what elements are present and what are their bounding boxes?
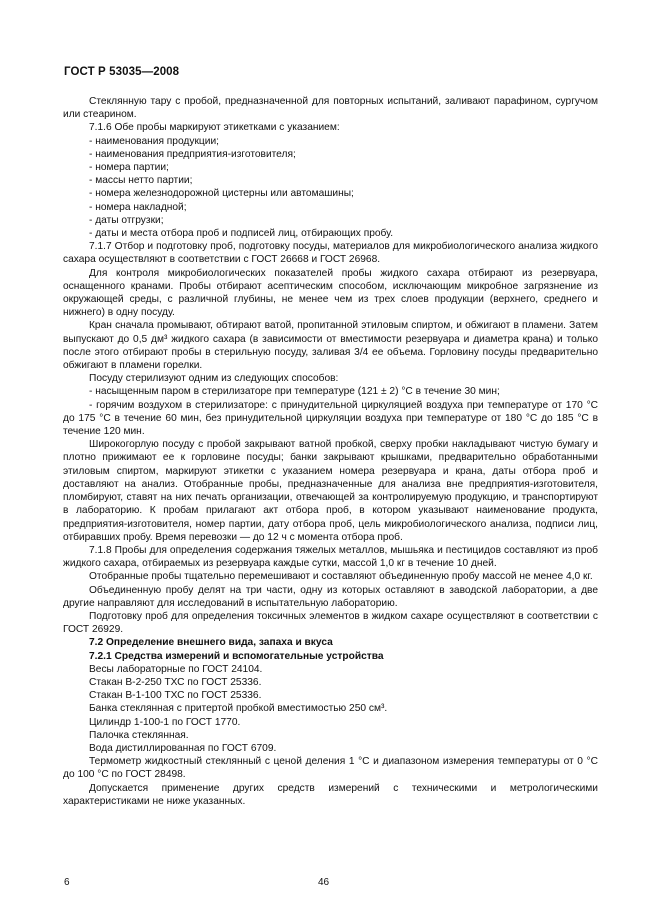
page-number-left: 6	[64, 877, 70, 888]
paragraph: 7.1.6 Обе пробы маркируют этикетками с указанием:	[89, 122, 340, 134]
list-item: - номера железнодорожной цистерны или автомашины;	[89, 188, 354, 200]
list-item: - насыщенным паром в стерилизаторе при температуре (121 ± 2) °С в течение 30 мин;	[89, 386, 500, 398]
list-item: - номера накладной;	[89, 201, 187, 213]
section-heading: 7.2.1 Средства измерений и вспомогательные устройства	[89, 650, 384, 662]
paragraph: Термометр жидкостный стеклянный с ценой деления 1 °С и диапазоном измерения температуры от 0 °С до 100 °С по ГОСТ 28498.	[63, 756, 598, 781]
paragraph: 7.1.8 Пробы для определения содержания тяжелых металлов, мышьяка и пестицидов составляют из проб жидкого сахара, отбираемых из резервуара каждые сутки, массой 1,0 кг в течение 10 дней.	[63, 544, 598, 570]
paragraph: Палочка стеклянная.	[89, 729, 189, 741]
paragraph: Стакан В-1-100 ТХС по ГОСТ 25336.	[89, 690, 262, 702]
paragraph: Вода дистиллированная по ГОСТ 6709.	[89, 742, 277, 754]
paragraph: Весы лабораторные по ГОСТ 24104.	[89, 663, 263, 675]
list-item: - номера партии;	[89, 162, 169, 174]
paragraph: Объединенную пробу делят на три части, одну из которых оставляют в заводской лаборатории, а две другие направляют для исследований в испытательную лабораторию.	[63, 584, 598, 609]
page-number-center: 46	[318, 877, 330, 888]
paragraph: Широкогорлую посуду с пробой закрывают ватной пробкой, сверху пробки накладывают чистую бумагу и плотно прижимают ее к горловине посуды; банки закрывают крышками, предварительно обработанными этиловым спиртом, маркируют этикетки с указанием номера резервуара и крана, даты отбора проб и доставляют на анализ. Отобранные пробы, предназначенные для анализа вне предприятия-изготовителя, пломбируют, ставят на них печать организации, отвечающей за контролируемую продукцию, и транспортируют в лабораторию. К пробам прилагают акт отбора проб, в котором указывают наименование продукта, предприятия-изготовителя, номер партии, дату отбора проб, цель микробиологического анализа, подписи лиц, отбиравших пробу. Время перевозки — до 12 ч с момента отбора проб.	[63, 439, 598, 543]
paragraph: Допускается применение других средств измерений с техническими и метрологическими характеристиками не ниже указанных.	[63, 782, 598, 807]
list-item: - наименования предприятия-изготовителя;	[89, 148, 296, 160]
document-body	[63, 95, 598, 808]
list-item: - даты отгрузки;	[89, 214, 164, 226]
paragraph: Цилиндр 1-100-1 по ГОСТ 1770.	[89, 716, 241, 728]
paragraph: Кран сначала промывают, обтирают ватой, пропитанной этиловым спиртом, и обжигают в пламени. Затем выпускают до 0,5 дм³ жидкого сахара (в зависимости от вместимости резервуара и диаметра крана) и только после этого отбирают пробы в стерильную посуду, заливая 3/4 ее объема. Горловину посуды предварительно обжигают в пламени горелки.	[63, 320, 598, 372]
paragraph: Отобранные пробы тщательно перемешивают и составляют объединенную пробу массой не менее 4,0 кг.	[89, 571, 593, 583]
paragraph: Стакан В-2-250 ТХС по ГОСТ 25336.	[89, 676, 262, 688]
paragraph: Подготовку проб для определения токсичных элементов в жидком сахаре осуществляют в соответствии с ГОСТ 26929.	[63, 610, 598, 636]
list-item: - массы нетто партии;	[89, 175, 193, 187]
page-header-title: ГОСТ Р 53035—2008	[64, 66, 180, 78]
paragraph: Банка стеклянная с притертой пробкой вместимостью 250 см³.	[89, 703, 388, 715]
paragraph: Стеклянную тару с пробой, предназначенной для повторных испытаний, заливают парафином, сургучом или стеарином.	[63, 96, 598, 121]
section-heading: 7.2 Определение внешнего вида, запаха и вкуса	[89, 637, 333, 649]
paragraph: 7.1.7 Отбор и подготовку проб, подготовку посуды, материалов для микробиологического анализа жидкого сахара осуществляют в соответствии с ГОСТ 26668 и ГОСТ 26968.	[63, 241, 598, 266]
list-item: - горячим воздухом в стерилизаторе: с принудительной циркуляцией воздуха при температуре от 170 °С до 175 °С в течение 60 мин, без принудительной циркуляции воздуха при температуре от 180 °С до 185 °С в течение 120 мин.	[63, 399, 598, 438]
paragraph: Посуду стерилизуют одним из следующих способов:	[89, 373, 339, 385]
list-item: - наименования продукции;	[89, 135, 219, 147]
list-item: - даты и места отбора проб и подписей лиц, отбирающих пробу.	[89, 228, 394, 240]
paragraph: Для контроля микробиологических показателей пробы жидкого сахара отбирают из резервуара, оснащенного кранами. Пробы отбирают асептическим способом, исключающим микробное загрязнение из окружающей среды, с различной глубины, не менее чем из трех слоев продукции (верхнего, среднего и нижнего) в одну посуду.	[63, 267, 598, 319]
